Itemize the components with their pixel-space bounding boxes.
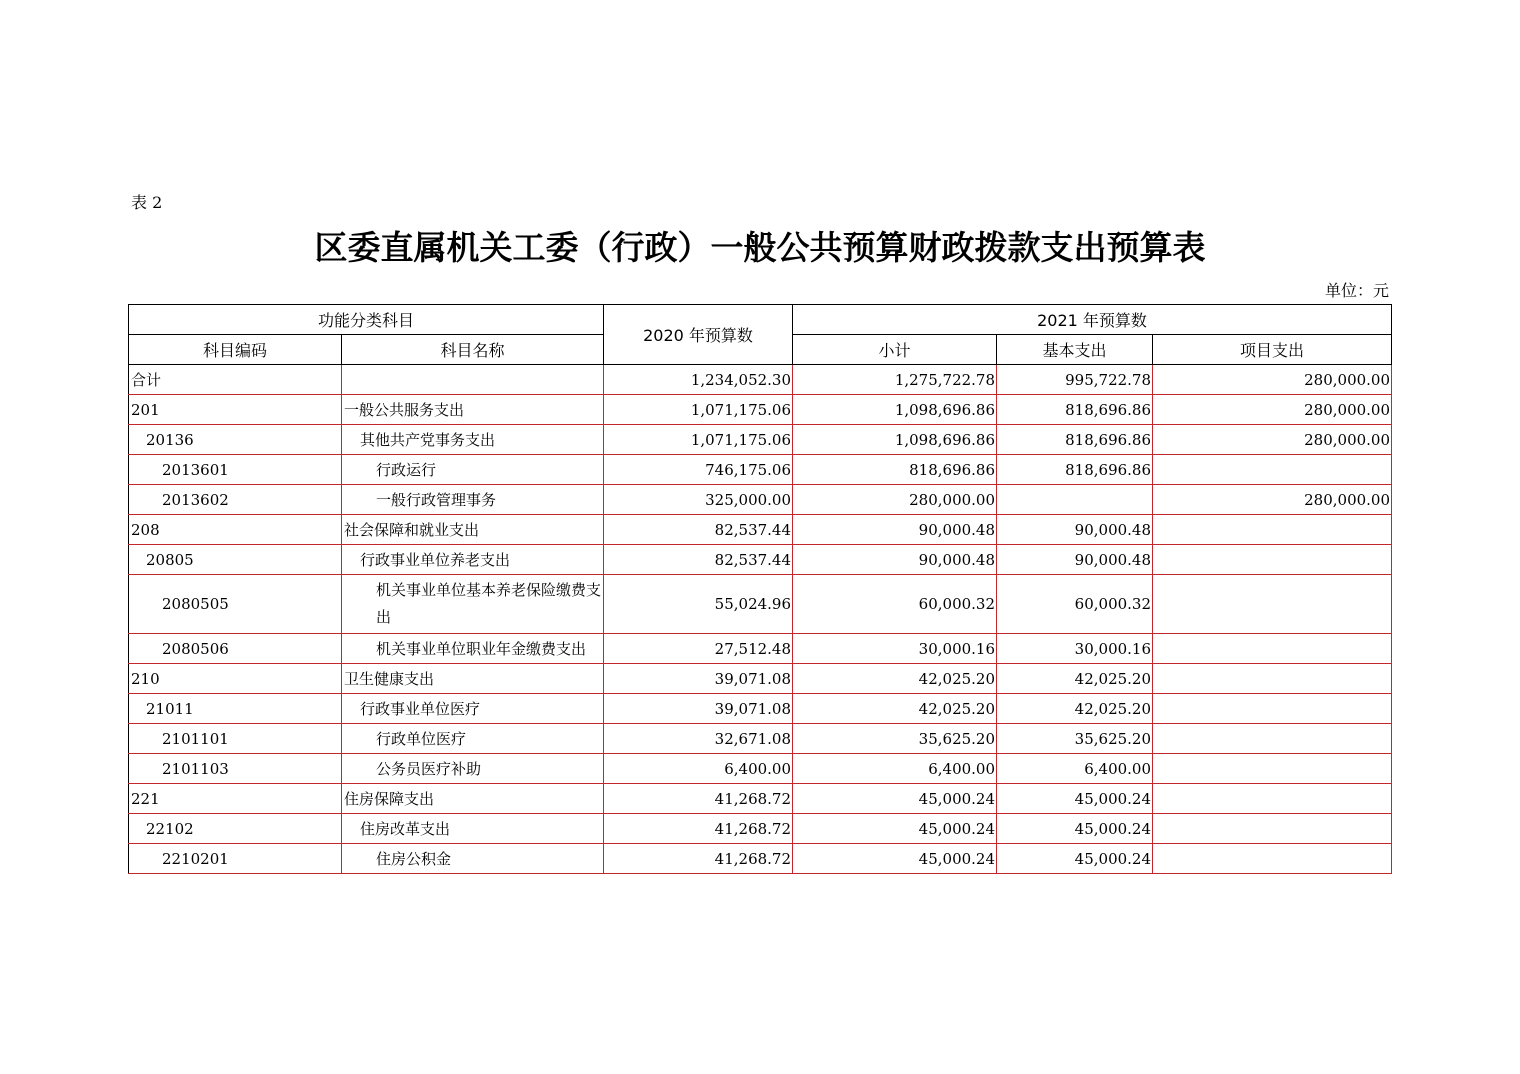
budget-2020-cell: 41,268.72 — [604, 814, 793, 844]
budget-2020-cell: 82,537.44 — [604, 545, 793, 575]
subject-code-cell: 2080506 — [129, 634, 342, 664]
subject-name-cell: 行政事业单位医疗 — [342, 694, 604, 724]
project-expense-cell — [1153, 844, 1392, 874]
table-number-label: 表 2 — [131, 193, 163, 212]
budget-table — [128, 304, 1392, 874]
project-expense-cell — [1153, 455, 1392, 485]
budget-2020-cell: 746,175.06 — [604, 455, 793, 485]
subtotal-cell: 60,000.32 — [793, 575, 997, 634]
project-expense-cell — [1153, 694, 1392, 724]
subtotal-cell: 90,000.48 — [793, 515, 997, 545]
basic-expense-cell: 818,696.86 — [997, 455, 1153, 485]
subject-name-cell: 公务员医疗补助 — [342, 754, 604, 784]
subject-code-cell: 20136 — [129, 425, 342, 455]
subject-code-cell: 20805 — [129, 545, 342, 575]
table-row — [129, 694, 1392, 724]
subtotal-cell: 42,025.20 — [793, 694, 997, 724]
table-row — [129, 425, 1392, 455]
subtotal-cell: 45,000.24 — [793, 844, 997, 874]
project-expense-cell — [1153, 724, 1392, 754]
subtotal-cell: 1,098,696.86 — [793, 425, 997, 455]
table-row — [129, 634, 1392, 664]
subject-code-cell: 合计 — [129, 365, 342, 395]
budget-2020-cell: 41,268.72 — [604, 784, 793, 814]
header-subtotal: 小计 — [793, 335, 997, 365]
subtotal-cell: 45,000.24 — [793, 814, 997, 844]
project-expense-cell — [1153, 754, 1392, 784]
subject-name-cell: 卫生健康支出 — [342, 664, 604, 694]
basic-expense-cell: 818,696.86 — [997, 425, 1153, 455]
basic-expense-cell: 995,722.78 — [997, 365, 1153, 395]
subtotal-cell: 42,025.20 — [793, 664, 997, 694]
project-expense-cell: 280,000.00 — [1153, 485, 1392, 515]
subject-code-cell: 21011 — [129, 694, 342, 724]
budget-2020-cell: 6,400.00 — [604, 754, 793, 784]
subtotal-cell: 45,000.24 — [793, 784, 997, 814]
budget-2020-cell: 39,071.08 — [604, 664, 793, 694]
budget-2020-cell: 1,071,175.06 — [604, 395, 793, 425]
table-row — [129, 455, 1392, 485]
budget-2020-cell: 39,071.08 — [604, 694, 793, 724]
header-subject-code: 科目编码 — [129, 335, 342, 365]
budget-2020-cell: 1,071,175.06 — [604, 425, 793, 455]
subject-name-cell: 住房公积金 — [342, 844, 604, 874]
subtotal-cell: 818,696.86 — [793, 455, 997, 485]
subtotal-cell: 280,000.00 — [793, 485, 997, 515]
basic-expense-cell: 60,000.32 — [997, 575, 1153, 634]
table-row — [129, 724, 1392, 754]
budget-2020-cell: 32,671.08 — [604, 724, 793, 754]
subject-code-cell: 2101101 — [129, 724, 342, 754]
table-header — [129, 305, 1392, 365]
page-title: 区委直属机关工委（行政）一般公共预算财政拨款支出预算表 — [314, 228, 1206, 267]
basic-expense-cell: 6,400.00 — [997, 754, 1153, 784]
subject-name-cell: 一般行政管理事务 — [342, 485, 604, 515]
header-2020-budget: 2020 年预算数 — [604, 305, 793, 365]
subject-code-cell: 221 — [129, 784, 342, 814]
table-row — [129, 485, 1392, 515]
header-2021-budget: 2021 年预算数 — [793, 305, 1392, 335]
subtotal-cell: 6,400.00 — [793, 754, 997, 784]
project-expense-cell — [1153, 575, 1392, 634]
basic-expense-cell: 45,000.24 — [997, 844, 1153, 874]
table-row — [129, 395, 1392, 425]
basic-expense-cell: 42,025.20 — [997, 694, 1153, 724]
subject-code-cell: 2210201 — [129, 844, 342, 874]
project-expense-cell — [1153, 545, 1392, 575]
subject-name-cell: 住房保障支出 — [342, 784, 604, 814]
header-basic-expense: 基本支出 — [997, 335, 1153, 365]
budget-2020-cell: 27,512.48 — [604, 634, 793, 664]
subject-code-cell: 208 — [129, 515, 342, 545]
subject-code-cell: 2013601 — [129, 455, 342, 485]
table-row — [129, 784, 1392, 814]
subject-name-cell: 行政事业单位养老支出 — [342, 545, 604, 575]
subject-name-cell — [342, 365, 604, 395]
basic-expense-cell: 45,000.24 — [997, 814, 1153, 844]
subject-name-cell: 机关事业单位职业年金缴费支出 — [342, 634, 604, 664]
subtotal-cell: 1,275,722.78 — [793, 365, 997, 395]
basic-expense-cell: 35,625.20 — [997, 724, 1153, 754]
table-row — [129, 575, 1392, 634]
subject-code-cell: 2101103 — [129, 754, 342, 784]
project-expense-cell: 280,000.00 — [1153, 365, 1392, 395]
basic-expense-cell: 30,000.16 — [997, 634, 1153, 664]
budget-2020-cell: 325,000.00 — [604, 485, 793, 515]
subject-name-cell: 住房改革支出 — [342, 814, 604, 844]
subject-name-cell: 社会保障和就业支出 — [342, 515, 604, 545]
project-expense-cell — [1153, 784, 1392, 814]
table-row — [129, 515, 1392, 545]
subtotal-cell: 90,000.48 — [793, 545, 997, 575]
unit-label: 单位：元 — [1324, 281, 1389, 300]
table-row — [129, 754, 1392, 784]
table-row — [129, 545, 1392, 575]
basic-expense-cell: 42,025.20 — [997, 664, 1153, 694]
subject-name-cell: 行政单位医疗 — [342, 724, 604, 754]
subject-code-cell: 210 — [129, 664, 342, 694]
project-expense-cell — [1153, 515, 1392, 545]
budget-2020-cell: 82,537.44 — [604, 515, 793, 545]
subject-code-cell: 2080505 — [129, 575, 342, 634]
table-row — [129, 365, 1392, 395]
subject-name-cell: 一般公共服务支出 — [342, 395, 604, 425]
budget-2020-cell: 1,234,052.30 — [604, 365, 793, 395]
header-function-category: 功能分类科目 — [129, 305, 604, 335]
subtotal-cell: 35,625.20 — [793, 724, 997, 754]
project-expense-cell — [1153, 814, 1392, 844]
basic-expense-cell: 818,696.86 — [997, 395, 1153, 425]
subject-code-cell: 2013602 — [129, 485, 342, 515]
budget-2020-cell: 41,268.72 — [604, 844, 793, 874]
basic-expense-cell: 45,000.24 — [997, 784, 1153, 814]
project-expense-cell: 280,000.00 — [1153, 425, 1392, 455]
subject-name-cell: 机关事业单位基本养老保险缴费支出 — [342, 575, 604, 634]
subtotal-cell: 1,098,696.86 — [793, 395, 997, 425]
project-expense-cell — [1153, 634, 1392, 664]
table-row — [129, 664, 1392, 694]
basic-expense-cell — [997, 485, 1153, 515]
header-project-expense: 项目支出 — [1153, 335, 1392, 365]
header-subject-name: 科目名称 — [342, 335, 604, 365]
table-body — [129, 365, 1392, 874]
basic-expense-cell: 90,000.48 — [997, 515, 1153, 545]
table-row — [129, 844, 1392, 874]
subject-code-cell: 201 — [129, 395, 342, 425]
project-expense-cell: 280,000.00 — [1153, 395, 1392, 425]
table-row — [129, 814, 1392, 844]
subject-code-cell: 22102 — [129, 814, 342, 844]
subject-name-cell: 其他共产党事务支出 — [342, 425, 604, 455]
budget-2020-cell: 55,024.96 — [604, 575, 793, 634]
basic-expense-cell: 90,000.48 — [997, 545, 1153, 575]
subtotal-cell: 30,000.16 — [793, 634, 997, 664]
project-expense-cell — [1153, 664, 1392, 694]
subject-name-cell: 行政运行 — [342, 455, 604, 485]
